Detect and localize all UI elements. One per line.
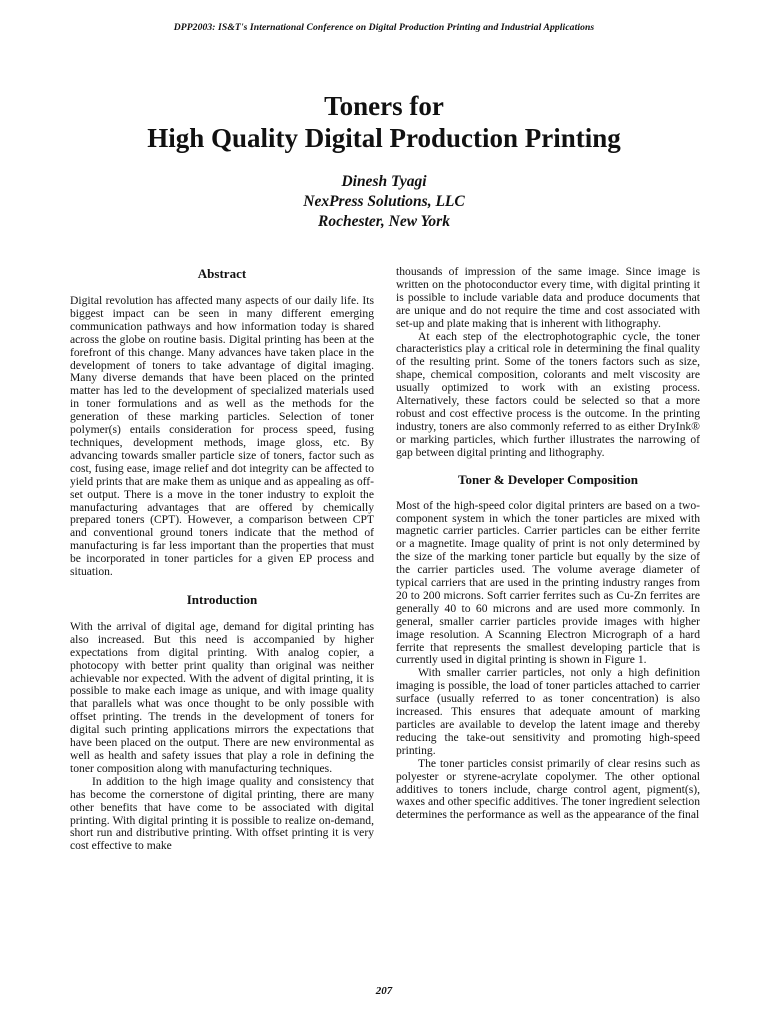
page-number: 207	[375, 985, 393, 997]
toner-developer-heading: Toner & Developer Composition	[458, 471, 638, 487]
toner-developer-paragraph: The toner particles consist primarily of clear resins such as polyester or styrene-acrylate copolymer. The other optional additives to toners include, charge control agent, pigment(s), waxes and other specific additives. The toner ingredient selection determines the performance as well as the appearance of the final	[396, 756, 700, 822]
toner-developer-paragraph: With smaller carrier particles, not only a high definition imaging is possible, the load of toner particles attached to carrier surface (usually referred to as toner concentration) is also increased. This ensures that adequate amount of marking particles are available to develop the latent image and thereby reducing the take-out sensitivity and promoting high-speed printing.	[396, 666, 700, 757]
paper-title	[0, 90, 768, 154]
introduction-paragraph: In addition to the high image quality and consistency that has become the cornerstone of digital printing, there are many other benefits that have come to be associated with digital printing. With digital printing it is possible to realize on-demand, short run and distributive printing. With offset printing it is very cost effective to make	[70, 774, 374, 853]
title-line-1: Toners for	[324, 91, 444, 121]
toner-developer-paragraph: Most of the high-speed color digital printers are based on a two-component system in which the toner particles are mixed with magnetic carrier particles. Carrier particles can be either ferrite or a magnetite. Image quality of print is not only determined by the size of the marking toner particle but equally by the size of the carrier particles used. The volume average diameter of typical carriers that are used in the printing industry ranges from 20 to 200 microns. Soft carrier ferrites such as Cu-Zn ferrites are generally 40 to 60 microns and are used more commonly. In general, smaller carrier particles provide images with higher image resolution. A Scanning Electron Micrograph of a hard ferrite that represents the smallest developing particle that is currently used in digital printing is shown in Figure 1.	[396, 498, 700, 667]
title-line-2: High Quality Digital Production Printing	[147, 123, 621, 153]
introduction-heading: Introduction	[186, 591, 258, 607]
abstract-heading: Abstract	[197, 266, 247, 281]
author-name: Dinesh Tyagi	[341, 173, 427, 190]
body-paragraph: At each step of the electrophotographic cycle, the toner characteristics play a critical role in determining the final quality of the resulting print. Some of the toners factors such as size, shape, chemical composition, colorants and melt viscosity are usually optimized to work with an existing process. Alternatively, these factors could be selected so that a more robust and cost effective process is the outcome. In the printing industry, toners are also commonly referred to as either DryInk® or marking particles, which further illustrates the narrowing of gap between digital printing and lithography.	[396, 329, 700, 459]
author-affiliation: NexPress Solutions, LLC	[303, 193, 465, 210]
author-block	[0, 172, 768, 232]
abstract-text: Digital revolution has affected many aspects of our daily life. Its biggest impact can be seen in many different emerging communication pathways and how information today is shared across the globe on routine basis. Digital printing has been at the forefront of this change. Many advances have taken place in the development of toners to take advantage of digital imaging. Many diverse demands that have been placed on the printed matter has led to the development of specialized materials used in toner formulations and as well as the methods for the generation of these marking particles. Selection of toner polymer(s) entails consideration for process speed, fusing techniques, development methods, image gloss, etc. By advancing towards smaller particle size of toners, factor such as cost, fusing ease, image relief and dot integrity can be affected to yield prints that are make them as unique and as appealing as off-set output. There is a move in the toner industry to exploit the manufacturing advantages that are offered by chemically prepared toners (CPT). However, a comparison between CPT and conventional ground toners indicate that the method of manufacturing is far less important than the properties that must be incorporated in toner particles for a given EP process and situation.	[70, 294, 374, 579]
body-paragraph: thousands of impression of the same image. Since image is written on the photoconductor every time, with digital printing it is possible to include variable data and produce documents that are unique and do not require the time and cost associated with set-up and plate making that is inherent with lithography.	[396, 265, 700, 330]
author-location: Rochester, New York	[318, 213, 450, 230]
running-head: DPP2003: IS&T's International Conference on Digital Production Printing and Industrial Applications	[173, 22, 595, 33]
introduction-paragraph: With the arrival of digital age, demand for digital printing has also increased. But this need is accompanied by higher expectations from digital printing. With analog copier, a photocopy with better print quality than original was neither achievable nor expected. With the advent of digital printing, it is possible to make each image as unique, and with image quality that parallels what was once thought to be only possible with offset printing. The trends in the development of toners for digital such printing applications mirrors the expectations that have been placed on the output. There are new environmental as well as health and safety issues that play a role in defining the toner composition along with manufacturing techniques.	[70, 619, 374, 775]
right-column	[396, 266, 700, 822]
left-column	[70, 266, 374, 853]
